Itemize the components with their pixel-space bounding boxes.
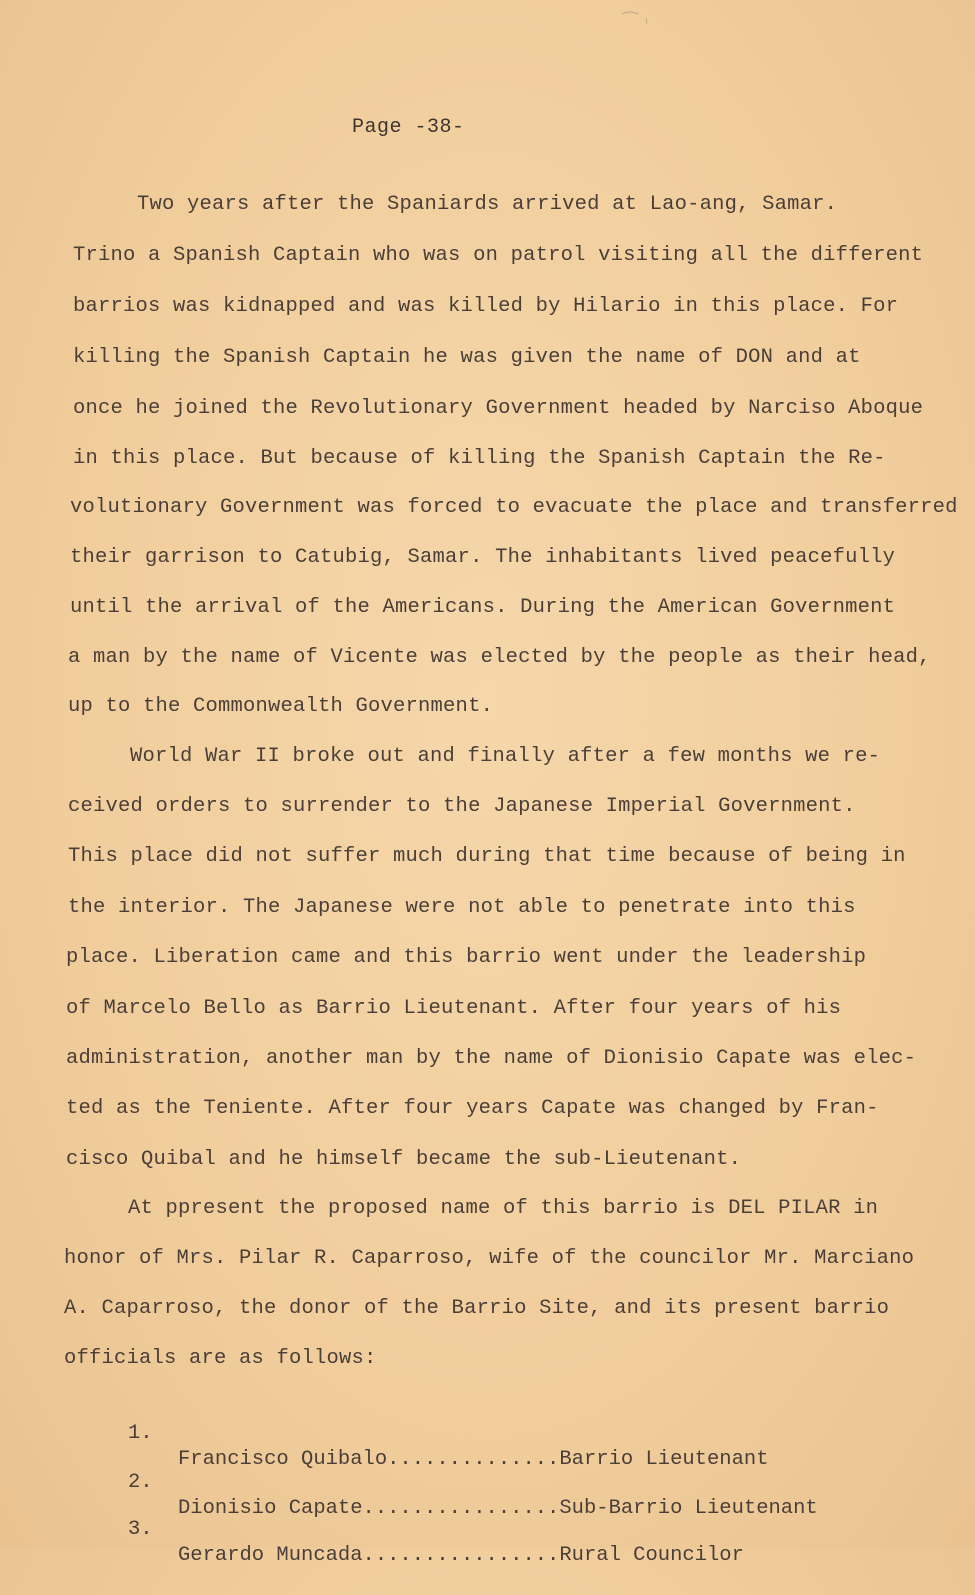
list-entry: Francisco Quibalo..............Barrio Lieutenant	[178, 1448, 769, 1471]
text-line: officials are as follows:	[64, 1347, 377, 1370]
list-number: 3.	[128, 1518, 153, 1541]
text-line: honor of Mrs. Pilar R. Caparroso, wife of the councilor Mr. Marciano	[64, 1247, 915, 1270]
text-line: their garrison to Catubig, Samar. The inhabitants lived peacefully	[70, 546, 896, 569]
text-line: World War II broke out and finally after a few months we re-	[130, 745, 881, 768]
text-line: place. Liberation came and this barrio went under the leadership	[66, 946, 867, 969]
paper-speck-mark	[620, 4, 650, 24]
text-line: cisco Quibal and he himself became the sub-Lieutenant.	[66, 1148, 742, 1171]
text-line: in this place. But because of killing the Spanish Captain the Re-	[73, 447, 886, 470]
text-line: of Marcelo Bello as Barrio Lieutenant. After four years of his	[66, 997, 842, 1020]
text-line: Two years after the Spaniards arrived at Lao-ang, Samar.	[137, 193, 838, 216]
text-line: ted as the Teniente. After four years Capate was changed by Fran-	[66, 1097, 879, 1120]
text-line: This place did not suffer much during that time because of being in	[68, 845, 906, 868]
text-line: ceived orders to surrender to the Japanese Imperial Government.	[68, 795, 856, 818]
list-number: 1.	[128, 1422, 153, 1445]
list-number: 2.	[128, 1471, 153, 1494]
text-line: barrios was kidnapped and was killed by Hilario in this place. For	[73, 295, 899, 318]
text-line: A. Caparroso, the donor of the Barrio Site, and its present barrio	[64, 1297, 890, 1320]
text-line: killing the Spanish Captain he was given the name of DON and at	[73, 346, 861, 369]
list-entry: Gerardo Muncada................Rural Councilor	[178, 1544, 744, 1567]
text-line: volutionary Government was forced to evacuate the place and transferred	[70, 496, 958, 519]
official-list-item	[128, 1395, 908, 1471]
text-line: the interior. The Japanese were not able to penetrate into this	[68, 896, 856, 919]
list-entry: Dionisio Capate................Sub-Barrio Lieutenant	[178, 1497, 818, 1520]
official-list-item	[128, 1444, 908, 1520]
text-line: administration, another man by the name of Dionisio Capate was elec-	[66, 1047, 917, 1070]
page-number: Page -38-	[352, 116, 465, 139]
text-line: until the arrival of the Americans. During the American Government	[70, 596, 896, 619]
text-line: a man by the name of Vicente was elected by the people as their head,	[68, 646, 931, 669]
official-list-item	[128, 1491, 908, 1567]
text-line: Trino a Spanish Captain who was on patrol visiting all the different	[73, 244, 924, 267]
text-line: At ppresent the proposed name of this barrio is DEL PILAR in	[128, 1197, 879, 1220]
text-line: once he joined the Revolutionary Government headed by Narciso Aboque	[73, 397, 924, 420]
text-line: up to the Commonwealth Government.	[68, 695, 494, 718]
